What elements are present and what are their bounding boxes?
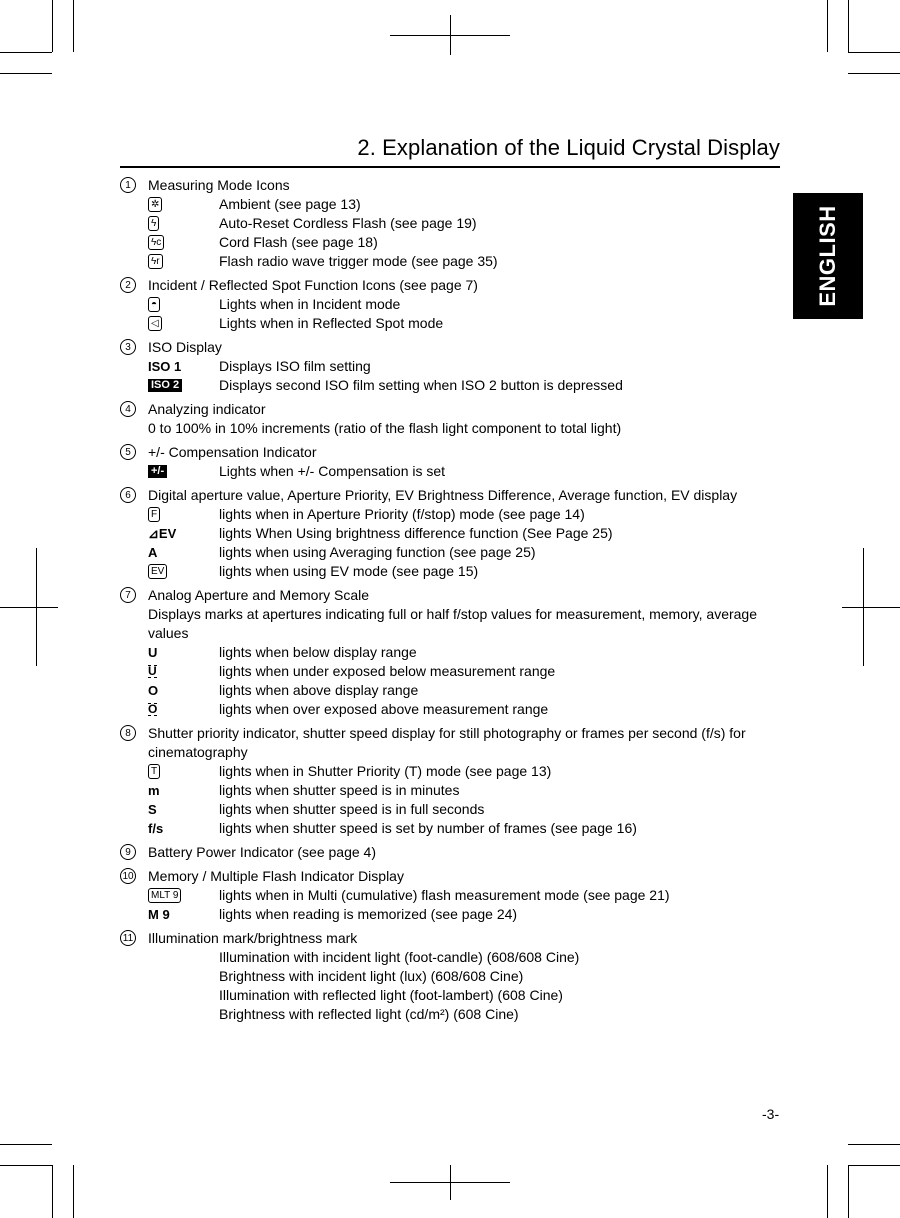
item-description: Ambient (see page 13) xyxy=(219,196,361,212)
section-number: 2 xyxy=(120,277,136,293)
ev-icon xyxy=(148,563,167,580)
list-item xyxy=(120,886,782,905)
section-number: 9 xyxy=(120,844,136,860)
section-3 xyxy=(120,338,782,395)
section-number: 8 xyxy=(120,725,136,741)
icon-glyph: A xyxy=(148,545,158,560)
item-description: lights When Using brightness difference function (See Page 25) xyxy=(219,525,613,541)
section-title: Battery Power Indicator (see page 4) xyxy=(148,844,377,860)
list-item xyxy=(120,1005,782,1024)
section-10 xyxy=(120,867,782,924)
list-item xyxy=(120,905,782,924)
list-item xyxy=(120,681,782,700)
cordless-flash-icon xyxy=(148,215,166,232)
item-description: Auto-Reset Cordless Flash (see page 19) xyxy=(219,215,477,231)
iso1-icon xyxy=(148,358,181,375)
item-description: Flash radio wave trigger mode (see page 35) xyxy=(219,253,498,269)
item-description: lights when using EV mode (see page 15) xyxy=(219,563,479,579)
section-description: 0 to 100% in 10% increments (ratio of the flash light component to total light) xyxy=(148,420,622,436)
title-rule xyxy=(120,166,780,168)
item-description: lights when using Averaging function (see page 25) xyxy=(219,544,536,560)
multi-flash-icon xyxy=(148,887,181,904)
over-flash-icon xyxy=(148,701,166,718)
section-number: 5 xyxy=(120,444,136,460)
item-description: lights when reading is memorized (see page 24) xyxy=(219,906,518,922)
list-item xyxy=(120,562,782,581)
list-item xyxy=(120,662,782,681)
icon-glyph: ISO 1 xyxy=(148,359,182,374)
item-description: lights when over exposed above measurement range xyxy=(219,701,549,717)
item-description: Brightness with incident light (lux) (608/608 Cine) xyxy=(219,968,524,984)
memory-icon xyxy=(148,906,170,923)
section-description: Displays marks at apertures indicating full or half f/stop values for measurement, memory, average values xyxy=(148,606,757,641)
section-1 xyxy=(120,176,782,271)
under-icon xyxy=(148,644,166,661)
frames-icon xyxy=(148,820,166,837)
item-description: Brightness with reflected light (cd/m²) (608 Cine) xyxy=(219,1006,519,1022)
section-2 xyxy=(120,276,782,333)
section-9 xyxy=(120,843,782,862)
icon-glyph: ⊿EV xyxy=(148,526,177,541)
list-item xyxy=(120,986,782,1005)
cord-flash-icon xyxy=(148,234,166,251)
section-number: 11 xyxy=(120,930,136,946)
section-number: 3 xyxy=(120,339,136,355)
icon-glyph: ISO 2 xyxy=(148,379,182,392)
item-description: Displays ISO film setting xyxy=(219,358,371,374)
average-icon xyxy=(148,544,166,561)
compensation-icon xyxy=(148,463,167,480)
section-number: 7 xyxy=(120,587,136,603)
list-item xyxy=(120,948,782,967)
section-7 xyxy=(120,586,782,719)
list-item xyxy=(120,214,782,233)
section-title: Illumination mark/brightness mark xyxy=(148,930,358,946)
item-description: lights when below display range xyxy=(219,644,417,660)
list-item xyxy=(120,543,782,562)
list-item xyxy=(120,967,782,986)
icon-glyph: F xyxy=(148,507,160,522)
minutes-icon xyxy=(148,782,166,799)
language-tab-label: ENGLISH xyxy=(815,205,840,307)
icon-glyph: T xyxy=(148,764,160,779)
iso2-icon xyxy=(148,377,182,394)
section-title: Shutter priority indicator, shutter speed display for still photography or frames per second (f/s) for cinematography xyxy=(148,725,746,760)
icon-glyph: U xyxy=(148,664,157,678)
ambient-icon xyxy=(148,196,166,213)
item-description: Cord Flash (see page 18) xyxy=(219,234,378,250)
list-item xyxy=(120,295,782,314)
item-description: Displays second ISO film setting when ISO 2 button is depressed xyxy=(219,377,623,393)
icon-glyph: m xyxy=(148,783,160,798)
section-11 xyxy=(120,929,782,1024)
shutter-priority-icon xyxy=(148,763,166,780)
item-description: lights when above display range xyxy=(219,682,419,698)
list-item xyxy=(120,819,782,838)
over-icon xyxy=(148,682,166,699)
item-description: Lights when in Incident mode xyxy=(219,296,401,312)
list-item xyxy=(120,252,782,271)
item-description: Illumination with reflected light (foot-lambert) (608 Cine) xyxy=(219,987,563,1003)
list-item xyxy=(120,643,782,662)
section-title: Memory / Multiple Flash Indicator Display xyxy=(148,868,404,884)
list-item xyxy=(120,357,782,376)
item-description: lights when shutter speed is in full seconds xyxy=(219,801,485,817)
section-title: Analyzing indicator xyxy=(148,401,266,417)
icon-glyph: M 9 xyxy=(148,907,170,922)
section-5 xyxy=(120,443,782,481)
section-6 xyxy=(120,486,782,581)
list-item xyxy=(120,314,782,333)
section-number: 6 xyxy=(120,487,136,503)
icon-glyph: MLT 9 xyxy=(148,888,181,903)
item-description: lights when shutter speed is in minutes xyxy=(219,782,460,798)
icon-glyph: ◓ xyxy=(148,297,160,312)
section-title: +/- Compensation Indicator xyxy=(148,444,317,460)
seconds-icon xyxy=(148,801,166,818)
section-title: Incident / Reflected Spot Function Icons (see page 7) xyxy=(148,277,478,293)
item-description: lights when in Aperture Priority (f/stop) mode (see page 14) xyxy=(219,506,585,522)
list-item xyxy=(120,524,782,543)
delta-ev-icon xyxy=(148,525,176,542)
aperture-priority-icon xyxy=(148,506,166,523)
icon-glyph: f/s xyxy=(148,821,164,836)
section-number: 4 xyxy=(120,401,136,417)
incident-icon xyxy=(148,296,166,313)
icon-glyph: ϟc xyxy=(148,235,164,250)
icon-glyph: O xyxy=(148,683,159,698)
language-tab xyxy=(793,193,863,319)
section-title: ISO Display xyxy=(148,339,222,355)
section-4 xyxy=(120,400,782,438)
page-title: 2. Explanation of the Liquid Crystal Display xyxy=(357,135,780,160)
section-number: 10 xyxy=(120,868,136,884)
list-item xyxy=(120,700,782,719)
item-description: Illumination with incident light (foot-candle) (608/608 Cine) xyxy=(219,949,580,965)
reflected-spot-icon xyxy=(148,315,166,332)
icon-glyph: S xyxy=(148,802,157,817)
item-description: lights when under exposed below measurement range xyxy=(219,663,556,679)
icon-glyph: O xyxy=(148,702,158,716)
explanation-list xyxy=(120,176,782,1029)
section-number: 1 xyxy=(120,177,136,193)
icon-glyph: ϟr xyxy=(148,254,163,269)
icon-glyph: ✲ xyxy=(148,197,162,212)
list-item xyxy=(120,762,782,781)
list-item xyxy=(120,781,782,800)
icon-glyph: +/- xyxy=(148,465,167,478)
item-description: Lights when +/- Compensation is set xyxy=(219,463,446,479)
icon-glyph: ϟ xyxy=(148,216,159,231)
section-8 xyxy=(120,724,782,838)
icon-glyph: U xyxy=(148,645,158,660)
item-description: Lights when in Reflected Spot mode xyxy=(219,315,444,331)
item-description: lights when in Shutter Priority (T) mode (see page 13) xyxy=(219,763,552,779)
list-item xyxy=(120,800,782,819)
item-description: lights when shutter speed is set by number of frames (see page 16) xyxy=(219,820,637,836)
page-number: -3- xyxy=(762,1106,780,1122)
section-title: Measuring Mode Icons xyxy=(148,177,290,193)
section-title: Analog Aperture and Memory Scale xyxy=(148,587,370,603)
item-description: lights when in Multi (cumulative) flash measurement mode (see page 21) xyxy=(219,887,670,903)
list-item xyxy=(120,462,782,481)
radio-flash-icon xyxy=(148,253,166,270)
list-item xyxy=(120,376,782,395)
list-item xyxy=(120,233,782,252)
icon-glyph: EV xyxy=(148,564,167,579)
under-flash-icon xyxy=(148,663,166,680)
list-item xyxy=(120,195,782,214)
list-item xyxy=(120,505,782,524)
icon-glyph: ◁ xyxy=(148,316,162,331)
section-title: Digital aperture value, Aperture Priority, EV Brightness Difference, Average function, EV display xyxy=(148,487,738,503)
